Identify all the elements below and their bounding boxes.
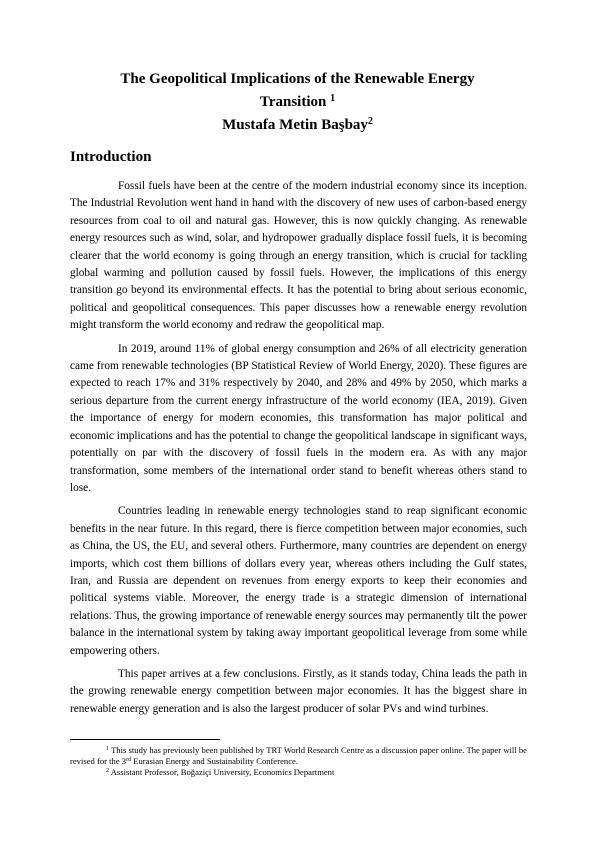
- paper-title-line-2: [70, 91, 525, 114]
- title-footnote-marker[interactable]: 1: [330, 93, 336, 104]
- paper-title-line-2-text: Transition: [259, 94, 327, 110]
- footnote-1-text-b: Eurasian Energy and Sustainability Conference.: [133, 756, 298, 766]
- footnote-1-marker: 1: [106, 746, 109, 752]
- paragraph-1: Fossil fuels have been at the centre of the modern industrial economy since its inception. The Industrial Revolution went hand in hand with the discovery of new uses of carbon-based energy resources from coal to oil and natural gas. However, this is now quickly changing. As renewable energy resources such as wind, solar, and hydropower gradually displace fossil fuels, it is becoming clearer that the world economy is going through an energy transition, which is crucial for tackling global warming and pollution caused by fossil fuels. However, the implications of this energy transition go beyond its environmental effects. It has the potential to bring about serious economic, political and geopolitical consequences. This paper discusses how a renewable energy revolution might transform the world economy and redraw the geopolitical map.: [70, 180, 527, 332]
- paragraph-3: Countries leading in renewable energy technologies stand to reap significant economic benefits in the near future. In this regard, there is fierce competition between major economies, such as China, the US, the EU, and several others. Furthermore, many countries are dependent on energy imports, which cost them billions of dollars every year, whereas others including the Gulf states, Iran, and Russia are dependent on revenues from energy exports to keep their economies and political systems viable. Moreover, the energy trade is a strategic dimension of international relations. Thus, the growing importance of renewable energy sources may permanently tilt the power balance in the international system by taking away important geopolitical leverage from some while empowering others.: [70, 505, 527, 657]
- author-name: Mustafa Metin Başbay: [222, 117, 368, 133]
- paper-title-line-1: The Geopolitical Implications of the Renewable Energy: [120, 71, 475, 87]
- section-body: [70, 178, 527, 724]
- footnote-2: [70, 767, 527, 778]
- paper-title-block: [70, 68, 525, 137]
- footnotes: [70, 739, 527, 778]
- author-line: [70, 114, 525, 137]
- author-footnote-marker[interactable]: 2: [367, 116, 373, 127]
- footnote-divider: [70, 739, 220, 740]
- footnote-1: [70, 745, 527, 767]
- paragraph-4: This paper arrives at a few conclusions. Firstly, as it stands today, China leads the path in the growing renewable energy competition between major economies. It has the biggest share in renewable energy generation and is also the largest producer of solar PVs and wind turbines.: [70, 667, 527, 715]
- footnote-1-ordinal: rd: [126, 757, 132, 763]
- section-heading: Introduction: [70, 149, 152, 165]
- footnote-1-text-a: This study has previously been published by TRT World Research Centre as a discussion paper online. The paper will be revised for the 3: [70, 745, 528, 766]
- footnote-2-marker: 2: [106, 768, 109, 774]
- footnote-2-text: Assistant Professor, Boğaziçi University, Economics Department: [110, 767, 335, 777]
- paragraph-2: In 2019, around 11% of global energy consumption and 26% of all electricity generation came from renewable technologies (BP Statistical Review of World Energy, 2020). These figures are expected to reach 17% and 31% respectively by 2040, and 28% and 49% by 2050, which marks a serious departure from the current energy infrastructure of the world economy (IEA, 2019). Given the importance of energy for modern economies, this transformation has major political and economic implications and has the potential to change the geopolitical landscape in significant ways, potentially on par with the discovery of fossil fuels in the modern era. As with any major transformation, some members of the international order stand to benefit whereas others stand to lose.: [70, 342, 527, 494]
